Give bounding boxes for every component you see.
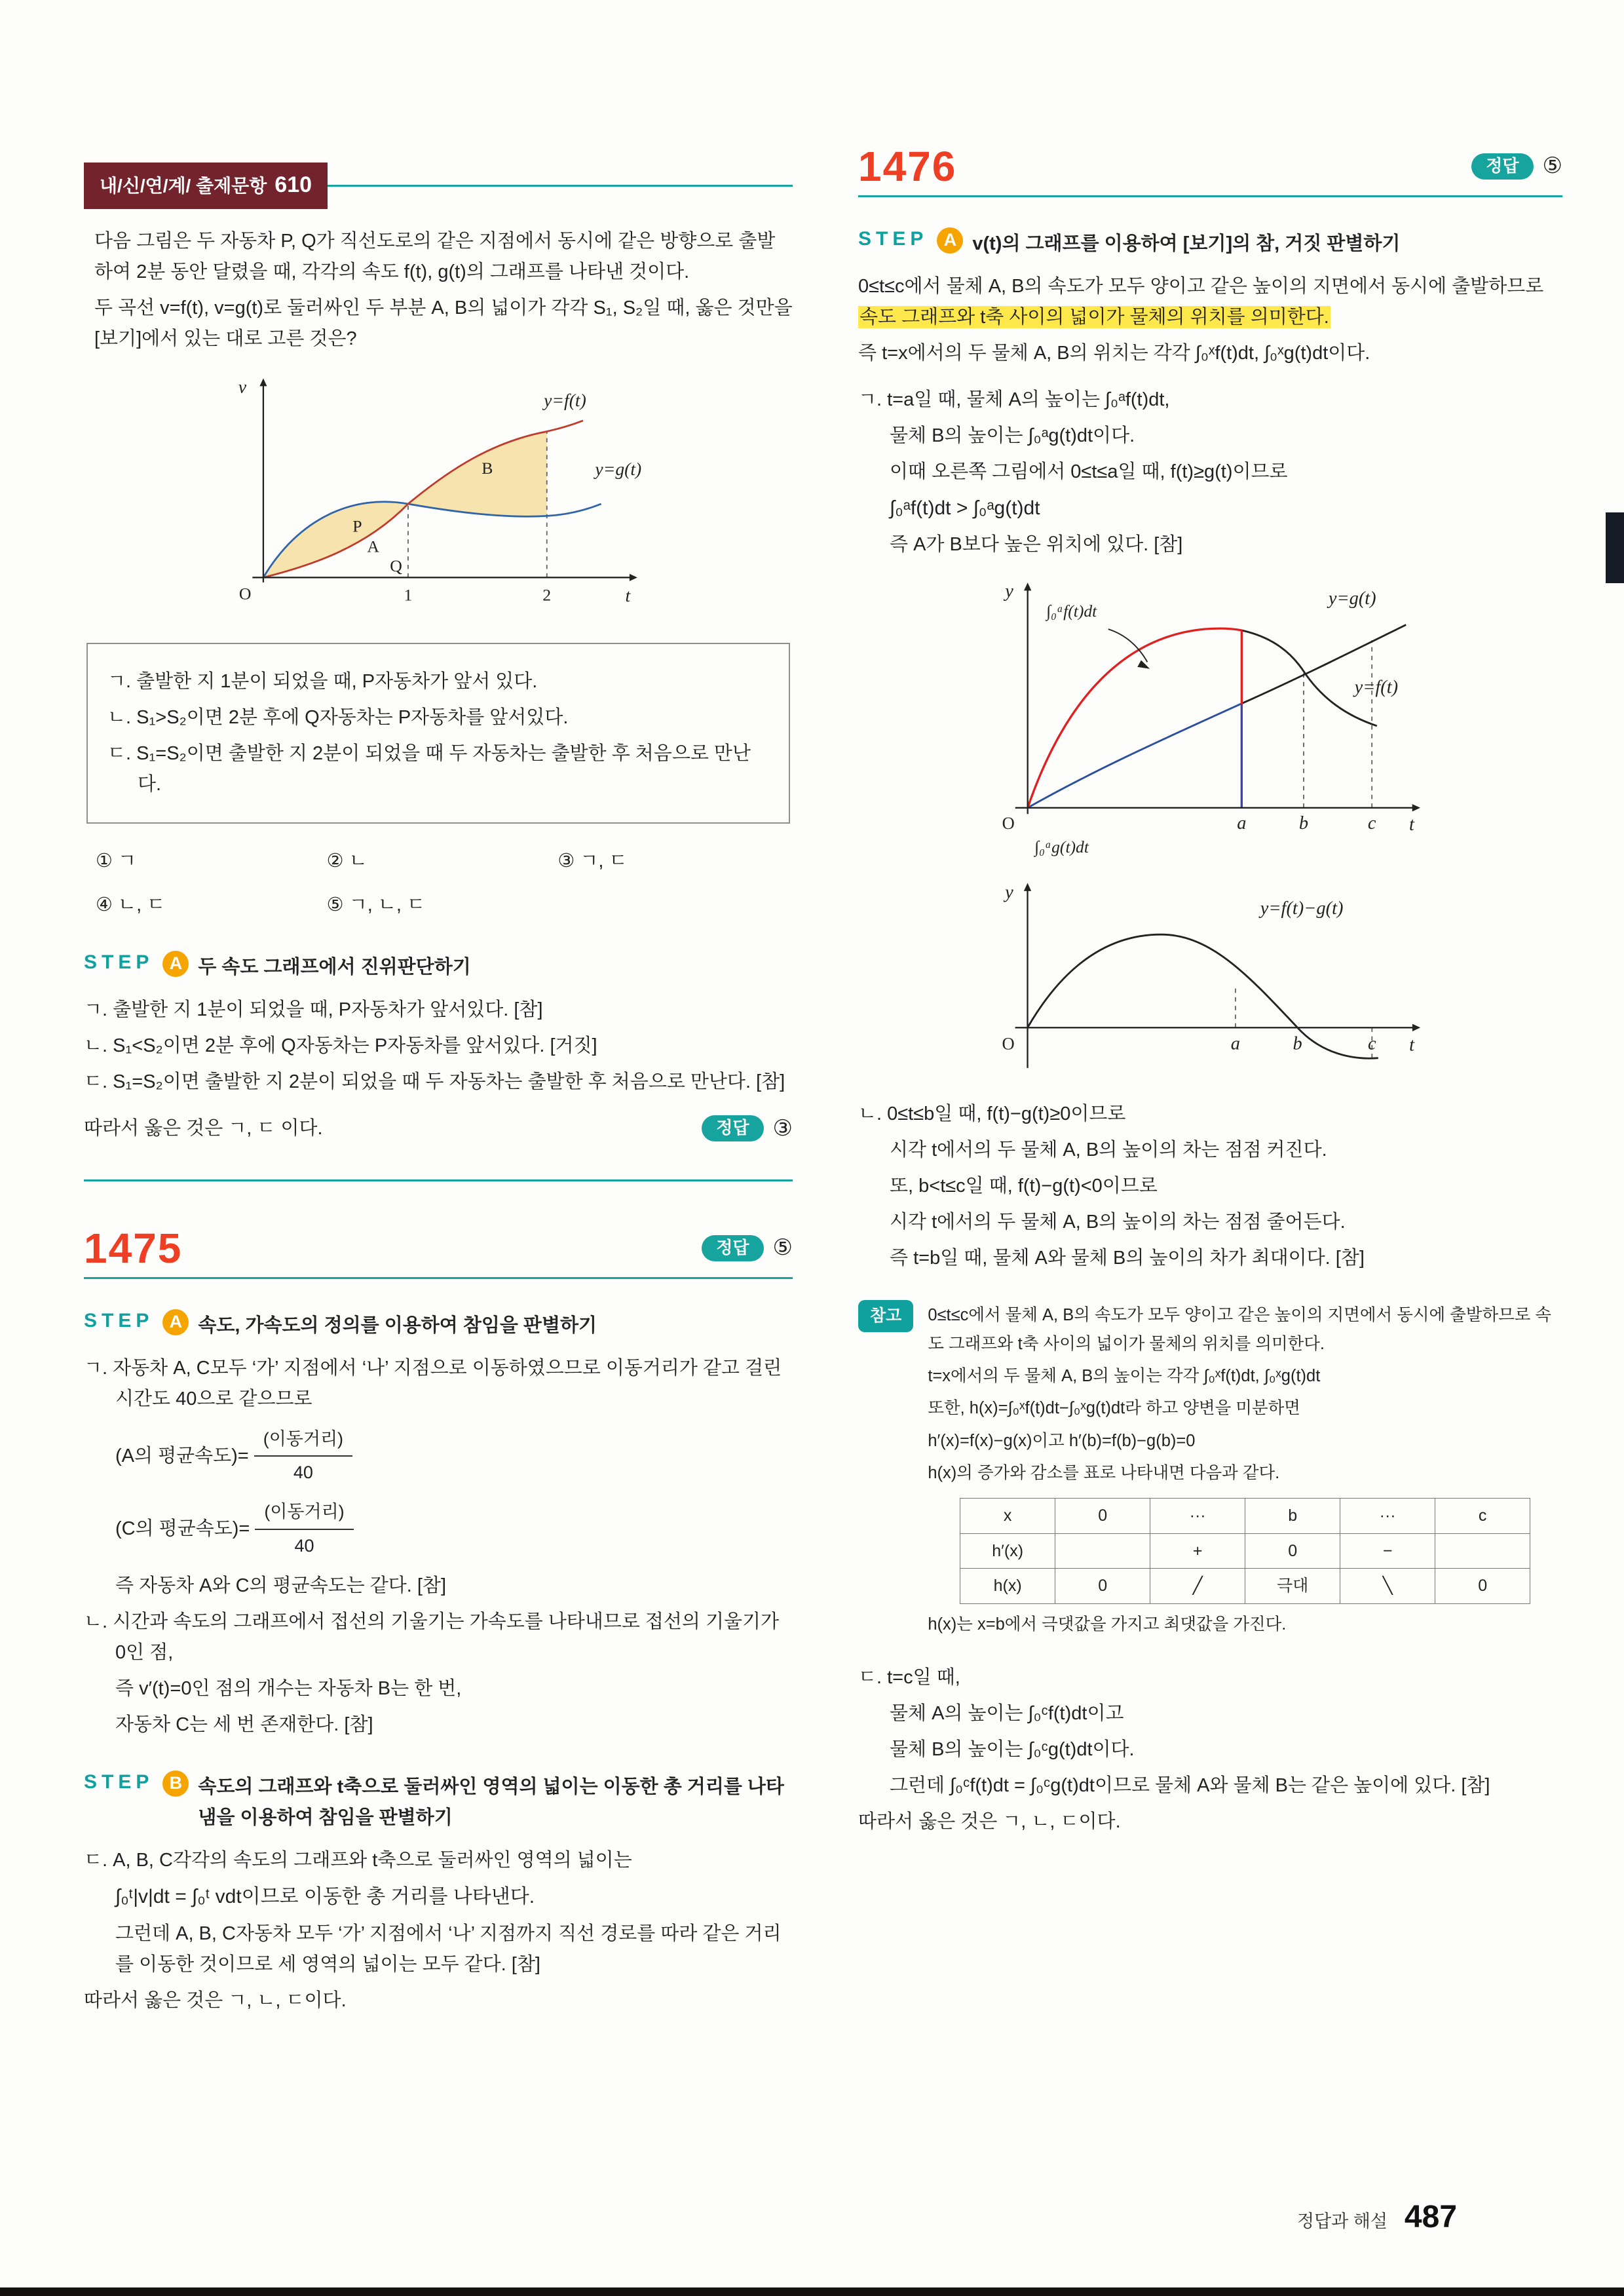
avg-speed-A bbox=[115, 1425, 793, 1487]
table-cell: b bbox=[1245, 1499, 1340, 1534]
table-cell bbox=[1435, 1533, 1530, 1569]
intro-highlight: 속도 그래프와 t축 사이의 넓이가 물체의 위치를 의미한다. bbox=[859, 306, 1329, 328]
reference-body bbox=[928, 1297, 1562, 1643]
fraction bbox=[255, 1498, 353, 1560]
label-c: c bbox=[1367, 1033, 1376, 1054]
problem-1476-header bbox=[858, 145, 1562, 197]
final-statement-1475: 따라서 옳은 것은 ㄱ, ㄴ, ㄷ이다. bbox=[84, 1989, 347, 2011]
problem-610-body-1: 다음 그림은 두 자동차 P, Q가 직선도로의 같은 지점에서 동시에 같은 방향으로 출발하여 2분 동안 달렸을 때, 각각의 속도 f(t), g(t)의 그래프를 나타낸 것이다. bbox=[94, 231, 776, 283]
sol-1476-n3: 시각 t에서의 두 물체 A, B의 높이의 차는 점점 줄어든다. bbox=[890, 1212, 1346, 1233]
step-letter-icon: A bbox=[937, 227, 963, 254]
page-bottom-edge bbox=[0, 2287, 1624, 2296]
label-a: a bbox=[1230, 1033, 1240, 1054]
problem-number-610: 610 bbox=[274, 172, 312, 197]
step-a-610 bbox=[84, 949, 793, 983]
problem-number-1476: 1476 bbox=[858, 143, 957, 190]
table-cell: 0 bbox=[1055, 1499, 1150, 1534]
sol-1476-n2: 또, b<t≤c일 때, f(t)−g(t)<0이므로 bbox=[890, 1176, 1158, 1197]
label-B: B bbox=[482, 458, 493, 478]
axis-t-arrow bbox=[1412, 1024, 1420, 1031]
label-integral-g: ∫₀ᵃg(t)dt bbox=[1034, 837, 1089, 857]
sol-1475-n2: 즉 v′(t)=0인 점의 개수는 자동차 B는 한 번, bbox=[115, 1678, 462, 1700]
answer-number: ⑤ bbox=[1542, 153, 1562, 179]
label-y-eq-g: y=g(t) bbox=[595, 458, 642, 479]
step-title: v(t)의 그래프를 이용하여 [보기]의 참, 거짓 판별하기 bbox=[972, 233, 1401, 254]
sol-1476-g1: 물체 B의 높이는 ∫₀ᵃg(t)dt이다. bbox=[890, 425, 1135, 446]
header-rule bbox=[328, 185, 793, 187]
curve-f-minus-g bbox=[1027, 935, 1378, 1059]
label-t: t bbox=[1408, 814, 1414, 835]
answer-badge-1476 bbox=[1471, 148, 1562, 184]
label-b: b bbox=[1298, 813, 1308, 834]
label-A: A bbox=[367, 537, 379, 556]
page-footer bbox=[1297, 2192, 1457, 2243]
label-y-eq-f: y=f(t) bbox=[544, 389, 586, 410]
annotation-arrowhead bbox=[1137, 660, 1150, 669]
sol-1476-d2: 물체 B의 높이는 ∫₀ᶜg(t)dt이다. bbox=[890, 1739, 1135, 1761]
problem-1475-header bbox=[84, 1224, 793, 1279]
reference-badge: 참고 bbox=[858, 1300, 913, 1332]
fraction-numerator: (이동거리) bbox=[254, 1425, 352, 1457]
answer-number: ③ bbox=[772, 1115, 793, 1141]
footer-label: 정답과 해설 bbox=[1297, 2211, 1388, 2231]
label-P: P bbox=[352, 516, 362, 536]
table-cell: ··· bbox=[1340, 1499, 1435, 1534]
sol-1476-g2: 이때 오른쪽 그림에서 0≤t≤a일 때, f(t)≥g(t)이므로 bbox=[890, 461, 1288, 482]
sol-1476-g4: 즉 A가 B보다 높은 위치에 있다. [참] bbox=[890, 534, 1183, 556]
table-cell: 0 bbox=[1245, 1533, 1340, 1569]
table-cell: ╱ bbox=[1150, 1569, 1245, 1604]
choice-3: ③ ㄱ, ㄷ bbox=[557, 850, 628, 871]
section-divider bbox=[84, 1179, 793, 1181]
table-cell: ╲ bbox=[1340, 1569, 1435, 1604]
left-column bbox=[84, 163, 793, 2021]
answer-pill-label: 정답 bbox=[702, 1235, 763, 1261]
sol-1476-n4: 즉 t=b일 때, 물체 A와 물체 B의 높이의 차가 최대이다. [참] bbox=[890, 1248, 1365, 1269]
right-column bbox=[858, 145, 1562, 1843]
page-number: 487 bbox=[1404, 2200, 1458, 2234]
label-v: v bbox=[238, 376, 247, 397]
region-A-fill bbox=[263, 502, 408, 578]
fraction-denominator: 40 bbox=[294, 1535, 314, 1556]
step-title: 두 속도 그래프에서 진위판단하기 bbox=[198, 956, 471, 978]
chapter-edge-tab bbox=[1606, 512, 1624, 583]
ref-line-4: h′(x)=f(x)−g(x)이고 h′(b)=f(b)−g(b)=0 bbox=[928, 1431, 1196, 1450]
boki-item-d: ㄷ. S₁=S₂이면 출발한 지 2분이 되었을 때 두 자동차는 출발한 후 처음으로 만난다. bbox=[107, 742, 751, 795]
fraction-denominator: 40 bbox=[293, 1463, 313, 1483]
sol-610-d: ㄷ. S₁=S₂이면 출발한 지 2분이 되었을 때 두 자동차는 출발한 후 처음으로 만난다. [참] bbox=[84, 1071, 785, 1092]
sol-1476-intro2: 즉 t=x에서의 두 물체 A, B의 위치는 각각 ∫₀ˣf(t)dt, ∫₀ˣg(t)dt이다. bbox=[858, 342, 1370, 364]
table-cell: + bbox=[1150, 1533, 1245, 1569]
choice-1: ① ㄱ bbox=[96, 850, 137, 871]
avg-speed-A-lhs: (A의 평균속도)= bbox=[115, 1445, 249, 1466]
boki-box bbox=[86, 643, 790, 824]
sol-1476-intro bbox=[858, 271, 1562, 333]
sol-1476-g0: ㄱ. t=a일 때, 물체 A의 높이는 ∫₀ᵃf(t)dt, bbox=[858, 389, 1170, 410]
sol-1476-n0: ㄴ. 0≤t≤b일 때, f(t)−g(t)≥0이므로 bbox=[858, 1103, 1126, 1125]
boki-item-g: ㄱ. 출발한 지 1분이 되었을 때, P자동차가 앞서 있다. bbox=[107, 670, 538, 692]
sol-1476-d1: 물체 A의 높이는 ∫₀ᶜf(t)dt이고 bbox=[890, 1703, 1124, 1725]
axis-v-arrow bbox=[259, 378, 267, 386]
exam-link-badge bbox=[84, 163, 328, 209]
table-cell: ··· bbox=[1150, 1499, 1245, 1534]
table-cell: c bbox=[1435, 1499, 1530, 1534]
table-cell: h(x) bbox=[960, 1569, 1055, 1604]
area-comparison-graph bbox=[975, 572, 1446, 864]
answer-badge-1475 bbox=[702, 1230, 793, 1266]
ref-line-2: t=x에서의 두 물체 A, B의 높이는 각각 ∫₀ˣf(t)dt, ∫₀ˣg(t)dt bbox=[928, 1366, 1321, 1385]
avg-speed-C bbox=[115, 1498, 793, 1560]
sol-1475-d2: ∫₀ᵗ|v|dt = ∫₀ᵗ vdt이므로 이동한 총 거리를 나타낸다. bbox=[115, 1886, 535, 1908]
choice-5: ⑤ ㄱ, ㄴ, ㄷ bbox=[326, 894, 425, 915]
step-word: STEP bbox=[84, 951, 154, 973]
sol-1476-d0: ㄷ. t=c일 때, bbox=[858, 1667, 960, 1689]
table-header-row bbox=[960, 1499, 1530, 1534]
label-y: y bbox=[1004, 882, 1013, 903]
axis-t-arrow bbox=[1412, 804, 1420, 811]
final-answer-row-610 bbox=[84, 1108, 793, 1149]
sol-1475-g-end: 즉 자동차 A와 C의 평균속도는 같다. [참] bbox=[115, 1575, 446, 1597]
sol-610-n: ㄴ. S₁<S₂이면 2분 후에 Q자동차는 P자동차를 앞서있다. [거짓] bbox=[84, 1035, 597, 1056]
ref-line-3: 또한, h(x)=∫₀ˣf(t)dt−∫₀ˣg(t)dt라 하고 양변을 미분하면 bbox=[928, 1399, 1300, 1418]
sol-610-g: ㄱ. 출발한 지 1분이 되었을 때, P자동차가 앞서있다. [참] bbox=[84, 999, 543, 1020]
table-cell: 0 bbox=[1055, 1569, 1150, 1604]
answer-pill-label: 정답 bbox=[702, 1115, 763, 1141]
curve-g-blue-part bbox=[1027, 704, 1241, 808]
final-statement-610: 따라서 옳은 것은 ㄱ, ㄷ 이다. bbox=[84, 1117, 323, 1139]
sol-1475-d3: 그런데 A, B, C자동차 모두 ‘가’ 지점에서 ‘나’ 지점까지 직선 경로를 따라 같은 거리를 이동한 것이므로 세 영역의 넓이는 모두 같다. [참] bbox=[115, 1923, 782, 1975]
label-1: 1 bbox=[404, 585, 413, 605]
step-letter-icon: B bbox=[162, 1770, 189, 1797]
sol-1476-n1: 시각 t에서의 두 물체 A, B의 높이의 차는 점점 커진다. bbox=[890, 1139, 1327, 1161]
answer-choices bbox=[88, 846, 789, 921]
sol-1475-n1: ㄴ. 시간과 속도의 그래프에서 접선의 기울기는 가속도를 나타내므로 접선의 기울기가 0인 점, bbox=[84, 1611, 780, 1664]
answer-number: ⑤ bbox=[772, 1235, 793, 1261]
problem-610-body-2: 두 곡선 v=f(t), v=g(t)로 둘러싸인 두 부분 A, B의 넓이가 각각 S₁, S₂일 때, 옳은 것만을 [보기]에서 있는 대로 고른 것은? bbox=[94, 297, 793, 349]
step-title: 속도, 가속도의 정의를 이용하여 참임을 판별하기 bbox=[198, 1314, 597, 1336]
sol-1475-g1: ㄱ. 자동차 A, C모두 ‘가’ 지점에서 ‘나’ 지점으로 이동하였으므로 이동거리가 같고 걸린시간도 40으로 같으므로 bbox=[84, 1357, 782, 1409]
label-y-eq-f-minus-g: y=f(t)−g(t) bbox=[1260, 898, 1343, 919]
sol-1475-d1: ㄷ. A, B, C각각의 속도의 그래프와 t축으로 둘러싸인 영역의 넓이는 bbox=[84, 1850, 632, 1871]
boki-item-n: ㄴ. S₁>S₂이면 2분 후에 Q자동차는 P자동차를 앞서있다. bbox=[107, 706, 569, 728]
label-2: 2 bbox=[542, 585, 552, 605]
fraction-numerator: (이동거리) bbox=[255, 1498, 353, 1530]
label-O: O bbox=[1002, 813, 1015, 833]
step-b-1475 bbox=[84, 1769, 793, 1833]
answer-pill-label: 정답 bbox=[1471, 153, 1533, 180]
choice-4: ④ ㄴ, ㄷ bbox=[96, 894, 166, 915]
table-cell: x bbox=[960, 1499, 1055, 1534]
velocity-graph-610 bbox=[209, 366, 668, 626]
problem-610-header bbox=[84, 163, 793, 209]
choice-2: ② ㄴ bbox=[326, 850, 368, 871]
step-letter-icon: A bbox=[162, 951, 189, 977]
region-B-fill bbox=[408, 431, 547, 516]
sol-1476-d3: 그런데 ∫₀ᶜf(t)dt = ∫₀ᶜg(t)dt이므로 물체 A와 물체 B는 같은 높이에 있다. [참] bbox=[890, 1775, 1490, 1796]
label-y: y bbox=[1004, 581, 1013, 602]
intro-plain: 0≤t≤c에서 물체 A, B의 속도가 모두 양이고 같은 높이의 지면에서 동시에 출발하므로 bbox=[858, 275, 1544, 297]
ref-note: h(x)는 x=b에서 극댓값을 가지고 최댓값을 가진다. bbox=[928, 1615, 1287, 1634]
step-title: 속도의 그래프와 t축으로 둘러싸인 영역의 넓이는 이동한 총 거리를 나타냄을 이용하여 참임을 판별하기 bbox=[198, 1776, 784, 1829]
ref-line-1: 0≤t≤c에서 물체 A, B의 속도가 모두 양이고 같은 높이의 지면에서 동시에 출발하므로 속도 그래프와 t축 사이의 넓이가 물체의 위치를 의미한다. bbox=[928, 1306, 1552, 1353]
final-statement-1476: 따라서 옳은 것은 ㄱ, ㄴ, ㄷ이다. bbox=[858, 1810, 1121, 1832]
difference-graph bbox=[975, 875, 1446, 1081]
table-row bbox=[960, 1569, 1530, 1604]
table-cell: 극대 bbox=[1245, 1569, 1340, 1604]
label-y-eq-f: y=f(t) bbox=[1354, 677, 1398, 698]
exam-link-badge-label: 내/신/연/계/ 출제문항 bbox=[100, 176, 267, 196]
step-a-1476 bbox=[858, 226, 1562, 259]
increase-decrease-table bbox=[960, 1498, 1530, 1604]
table-cell: h′(x) bbox=[960, 1533, 1055, 1569]
table-cell: 0 bbox=[1435, 1569, 1530, 1604]
answer-badge-610 bbox=[702, 1111, 793, 1147]
step-letter-icon: A bbox=[162, 1309, 189, 1335]
reference-box bbox=[858, 1297, 1562, 1643]
step-word: STEP bbox=[84, 1309, 154, 1331]
ref-line-5: h(x)의 증가와 감소를 표로 나타내면 다음과 같다. bbox=[928, 1463, 1280, 1482]
table-cell bbox=[1055, 1533, 1150, 1569]
label-t: t bbox=[1408, 1035, 1414, 1056]
fraction bbox=[254, 1425, 352, 1487]
step-word: STEP bbox=[84, 1771, 154, 1793]
label-a: a bbox=[1236, 813, 1246, 834]
label-t: t bbox=[625, 585, 631, 606]
sol-1476-g3: ∫₀ᵃf(t)dt > ∫₀ᵃg(t)dt bbox=[890, 497, 1040, 519]
label-b: b bbox=[1293, 1033, 1302, 1054]
label-O: O bbox=[238, 584, 252, 603]
problem-number-1475: 1475 bbox=[84, 1224, 183, 1272]
table-row bbox=[960, 1533, 1530, 1569]
axis-t-arrow bbox=[630, 574, 637, 581]
sol-1475-n3: 자동차 C는 세 번 존재한다. [참] bbox=[115, 1714, 373, 1736]
label-c: c bbox=[1367, 813, 1376, 834]
axis-y-arrow bbox=[1024, 583, 1031, 590]
label-integral-f: ∫₀ᵃf(t)dt bbox=[1046, 602, 1097, 621]
step-word: STEP bbox=[858, 228, 928, 250]
axis-y-arrow bbox=[1023, 883, 1030, 891]
avg-speed-C-lhs: (C의 평균속도)= bbox=[115, 1518, 250, 1540]
step-a-1475 bbox=[84, 1308, 793, 1341]
table-cell: − bbox=[1340, 1533, 1435, 1569]
label-O: O bbox=[1001, 1033, 1015, 1054]
label-y-eq-g: y=g(t) bbox=[1328, 588, 1376, 609]
label-Q: Q bbox=[390, 556, 402, 576]
